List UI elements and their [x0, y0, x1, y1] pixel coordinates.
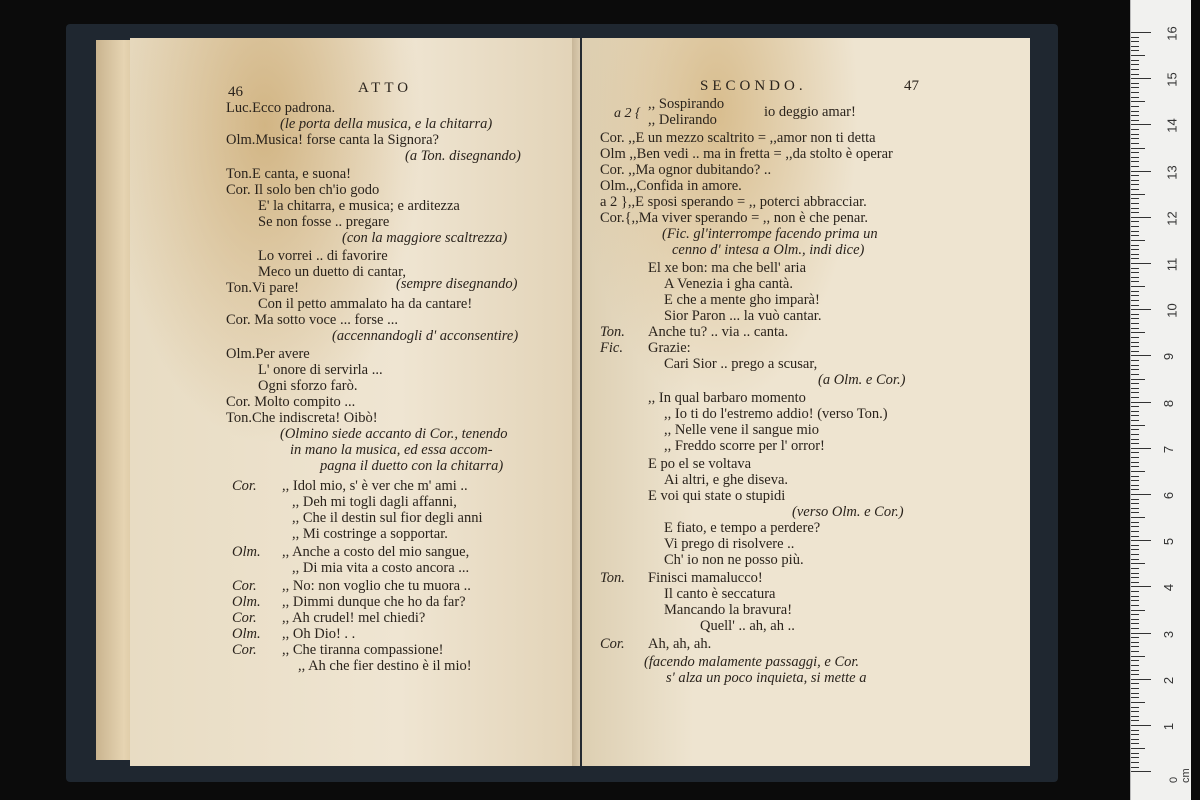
- ruler-tick: [1131, 37, 1139, 38]
- stage-direction: (a Olm. e Cor.): [818, 372, 906, 388]
- ruler-tick: [1131, 720, 1139, 721]
- running-head: SECONDO.: [700, 78, 807, 94]
- text-line: a 2 },,E sposi sperando = ,, poterci abbracciar.: [600, 194, 867, 210]
- ruler-tick: [1131, 328, 1139, 329]
- ruler-tick: [1131, 425, 1145, 426]
- ruler-tick: [1131, 499, 1139, 500]
- ruler-tick: [1131, 642, 1139, 643]
- stage-direction: cenno d' intesa a Olm., indi dice): [672, 242, 865, 258]
- verse-line: ,, Freddo scorre per l' orror!: [664, 438, 825, 454]
- ruler-tick: [1131, 221, 1139, 222]
- verse-line: ,, Che il destin sul fior degli anni: [292, 510, 483, 526]
- ruler-tick: [1131, 277, 1139, 278]
- ruler-tick: [1131, 536, 1139, 537]
- ruler-tick: [1131, 180, 1139, 181]
- verse-line: El xe bon: ma che bell' aria: [648, 260, 807, 276]
- ruler-number: 13: [1164, 164, 1180, 180]
- ruler-tick: [1131, 605, 1139, 606]
- ruler-tick: [1131, 734, 1139, 735]
- verse-line: ,, Che tiranna compassione!: [282, 642, 444, 658]
- verse-line: Mancando la bravura!: [664, 602, 793, 618]
- stage-direction: (Fic. gl'interrompe facendo prima un: [662, 226, 878, 242]
- ruler-tick: [1131, 342, 1139, 343]
- ruler-tick: [1131, 697, 1139, 698]
- ruler-tick: [1131, 402, 1151, 403]
- verse-line: ,, Io ti do l'estremo addio! (verso Ton.): [664, 406, 888, 422]
- ruler-tick: [1131, 434, 1139, 435]
- ruler-tick: [1131, 346, 1139, 347]
- verse-line: E che a mente gho imparà!: [664, 292, 820, 308]
- ruler-tick: [1131, 559, 1139, 560]
- text-line: Se non fosse .. pregare: [258, 214, 390, 230]
- ruler-tick: [1131, 707, 1139, 708]
- ruler-tick: [1131, 753, 1139, 754]
- verse-line: ,, Ah che fier destino è il mio!: [298, 658, 472, 674]
- ruler-tick: [1131, 462, 1139, 463]
- text-line: Ton.Vi pare!: [226, 280, 300, 296]
- ruler-number: 15: [1164, 72, 1180, 87]
- ruler-tick: [1131, 531, 1139, 532]
- ruler-tick: [1131, 240, 1145, 241]
- ruler-tick: [1131, 388, 1139, 389]
- ruler-tick: [1131, 739, 1139, 740]
- running-head: ATTO: [358, 80, 413, 96]
- ruler-tick: [1131, 512, 1139, 513]
- ruler-tick: [1131, 582, 1139, 583]
- ruler-tick: [1131, 148, 1145, 149]
- verse-line: ,, Idol mio, s' è ver che m' ami ..: [282, 478, 468, 494]
- verse-line: Vi prego di risolvere ..: [664, 536, 795, 552]
- ruler-tick: [1131, 69, 1139, 70]
- ruler-tick: [1131, 476, 1139, 477]
- ruler-number: 4: [1161, 584, 1177, 592]
- ruler-number: 1: [1161, 722, 1177, 731]
- ruler-tick: [1131, 129, 1139, 130]
- text-line: L' onore di servirla ...: [258, 362, 383, 378]
- ruler-tick: [1131, 64, 1139, 65]
- text-line: E' la chitarra, e musica; e arditezza: [258, 198, 460, 214]
- verse-line: ,, In qual barbaro momento: [648, 390, 806, 406]
- ruler-tick: [1131, 50, 1139, 51]
- stage-direction: (con la maggiore scaltrezza): [342, 230, 508, 246]
- ruler-tick: [1131, 314, 1139, 315]
- ruler-tick: [1131, 448, 1151, 449]
- stage-direction: (facendo malamente passaggi, e Cor.: [644, 654, 860, 670]
- ruler-tick: [1131, 485, 1139, 486]
- text-line: Ton.Che indiscreta! Oibò!: [226, 410, 378, 426]
- ruler-number: 3: [1161, 630, 1177, 638]
- stage-direction: (sempre disegnando): [396, 276, 518, 292]
- ruler-tick: [1131, 383, 1139, 384]
- ruler-tick: [1131, 725, 1151, 726]
- ruler-tick: [1131, 679, 1151, 680]
- page-number: 46: [228, 84, 243, 100]
- ruler-tick: [1131, 208, 1139, 209]
- ruler-tick: [1131, 660, 1139, 661]
- text-line: Olm ,,Ben vedi .. ma in fretta = ,,da stolto è operar: [600, 146, 893, 162]
- measurement-ruler: [1130, 0, 1191, 800]
- text-line: Olm.Per avere: [226, 346, 310, 362]
- verse-line: Ch' io non ne posso più.: [664, 552, 804, 568]
- ruler-tick: [1131, 138, 1139, 139]
- ruler-tick: [1131, 171, 1151, 172]
- ruler-tick: [1131, 184, 1139, 185]
- verse-line: ,, Delirando: [648, 112, 717, 128]
- ruler-tick: [1131, 457, 1139, 458]
- speaker-label: a 2 {: [614, 106, 641, 121]
- ruler-tick: [1131, 291, 1139, 292]
- text-line: Cor. Ma sotto voce ... forse ...: [226, 312, 398, 328]
- text-line: Cor. Il solo ben ch'io godo: [226, 182, 380, 198]
- ruler-tick: [1131, 610, 1145, 611]
- ruler-tick: [1131, 203, 1139, 204]
- verse-line: ,, Deh mi togli dagli affanni,: [292, 494, 457, 510]
- ruler-tick: [1131, 517, 1145, 518]
- ruler-tick: [1131, 74, 1139, 75]
- text-line: Meco un duetto di cantar,: [258, 264, 406, 280]
- ruler-tick: [1131, 309, 1151, 310]
- ruler-number: 12: [1164, 211, 1180, 226]
- ruler-tick: [1131, 748, 1145, 749]
- ruler-tick: [1131, 374, 1139, 375]
- text-line: Con il petto ammalato ha da cantare!: [258, 296, 473, 312]
- ruler-tick: [1131, 134, 1139, 135]
- ruler-tick: [1131, 337, 1139, 338]
- ruler-tick: [1131, 272, 1139, 273]
- ruler-tick: [1131, 41, 1139, 42]
- ruler-tick: [1131, 586, 1151, 587]
- verse-line: ,, No: non voglio che tu muora ..: [282, 578, 471, 594]
- verse-line: Finisci mamalucco!: [648, 570, 763, 586]
- ruler-tick: [1131, 78, 1151, 79]
- ruler-tick: [1131, 656, 1145, 657]
- verse-line: E fiato, e tempo a perdere?: [664, 520, 821, 536]
- ruler-tick: [1131, 674, 1139, 675]
- ruler-tick: [1131, 198, 1139, 199]
- ruler-tick: [1131, 46, 1139, 47]
- speaker-label: Olm.: [232, 544, 261, 560]
- ruler-tick: [1131, 305, 1139, 306]
- ruler-tick: [1131, 32, 1151, 33]
- verse-line: ,, Nelle vene il sangue mio: [664, 422, 820, 438]
- ruler-tick: [1131, 115, 1139, 116]
- ruler-tick: [1131, 549, 1139, 550]
- ruler-tick: [1131, 757, 1139, 758]
- ruler-tick: [1131, 249, 1139, 250]
- ruler-tick: [1131, 619, 1139, 620]
- ruler-tick: [1131, 614, 1139, 615]
- ruler-tick: [1131, 716, 1139, 717]
- ruler-tick: [1131, 157, 1139, 158]
- text-line: Olm.Musica! forse canta la Signora?: [226, 132, 439, 148]
- ruler-tick: [1131, 508, 1139, 509]
- ruler-tick: [1131, 503, 1139, 504]
- verse-line: ,, Sospirando: [648, 96, 725, 112]
- ruler-number: 16: [1164, 26, 1180, 41]
- ruler-tick: [1131, 152, 1139, 153]
- ruler-tick: [1131, 55, 1145, 56]
- ruler-tick: [1131, 577, 1139, 578]
- ruler-tick: [1131, 406, 1139, 407]
- ruler-tick: [1131, 226, 1139, 227]
- verse-line: Anche tu? .. via .. canta.: [648, 324, 789, 340]
- verse-line: Ah, ah, ah.: [648, 636, 712, 652]
- stage-direction: (Olmino siede accanto di Cor., tenendo: [280, 426, 508, 442]
- ruler-tick: [1131, 175, 1139, 176]
- speaker-label: Cor.: [232, 642, 257, 658]
- ruler-tick: [1131, 355, 1151, 356]
- ruler-tick: [1131, 545, 1139, 546]
- stage-direction: (verso Olm. e Cor.): [792, 504, 904, 520]
- text-line: Cor.{,,Ma viver sperando = ,, non è che penar.: [600, 210, 869, 226]
- ruler-tick: [1131, 443, 1139, 444]
- ruler-tick: [1131, 651, 1139, 652]
- verse-line: io deggio amar!: [764, 104, 856, 120]
- ruler-tick: [1131, 286, 1145, 287]
- ruler-tick: [1131, 254, 1139, 255]
- text-line: Ton.E canta, e suona!: [226, 166, 352, 182]
- verse-line: A Venezia i gha cantà.: [664, 276, 793, 292]
- ruler-tick: [1131, 573, 1139, 574]
- ruler-tick: [1131, 693, 1139, 694]
- ruler-tick: [1131, 120, 1139, 121]
- ruler-tick: [1131, 92, 1139, 93]
- ruler-tick: [1131, 365, 1139, 366]
- ruler-tick: [1131, 489, 1139, 490]
- ruler-tick: [1131, 563, 1145, 564]
- ruler-tick: [1131, 494, 1151, 495]
- ruler-tick: [1131, 217, 1151, 218]
- text-line: Olm.,,Confida in amore.: [600, 178, 742, 194]
- ruler-tick: [1131, 702, 1145, 703]
- stage-direction: pagna il duetto con la chitarra): [320, 458, 504, 474]
- text-line: Cor. ,,Ma ognor dubitando? ..: [600, 162, 772, 178]
- verse-line: Grazie:: [648, 340, 691, 356]
- ruler-number: 8: [1161, 399, 1177, 407]
- ruler-tick: [1131, 97, 1139, 98]
- ruler-tick: [1131, 683, 1139, 684]
- text-line: Lo vorrei .. di favorire: [258, 248, 388, 264]
- stage-direction: (a Ton. disegnando): [405, 148, 521, 164]
- text-line: Cor. Molto compito ...: [226, 394, 356, 410]
- ruler-tick: [1131, 743, 1139, 744]
- speaker-label: Ton.: [600, 324, 625, 340]
- ruler-tick: [1131, 711, 1139, 712]
- ruler-tick: [1131, 143, 1139, 144]
- ruler-tick: [1131, 420, 1139, 421]
- speaker-label: Olm.: [232, 626, 261, 642]
- ruler-tick: [1131, 124, 1151, 125]
- verse-line: Sior Paron ... la vuò cantar.: [664, 308, 822, 324]
- ruler-tick: [1131, 300, 1139, 301]
- ruler-tick: [1131, 258, 1139, 259]
- stage-direction: (le porta della musica, e la chitarra): [280, 116, 493, 132]
- ruler-tick: [1131, 60, 1139, 61]
- ruler-unit-label: 0 cm: [1168, 768, 1192, 783]
- stage-direction: in mano la musica, ed essa accom-: [290, 442, 493, 458]
- ruler-tick: [1131, 767, 1139, 768]
- stage-direction: (accennandogli d' acconsentire): [332, 328, 519, 344]
- left-page: [130, 38, 580, 766]
- ruler-number: 7: [1161, 445, 1177, 453]
- ruler-tick: [1131, 670, 1139, 671]
- ruler-tick: [1131, 471, 1145, 472]
- verse-line: ,, Anche a costo del mio sangue,: [282, 544, 470, 560]
- verse-line: ,, Oh Dio! . .: [282, 626, 356, 642]
- ruler-tick: [1131, 628, 1139, 629]
- ruler-tick: [1131, 161, 1139, 162]
- verse-line: ,, Di mia vita a costo ancora ...: [292, 560, 470, 576]
- ruler-number: 2: [1161, 676, 1177, 684]
- speaker-label: Ton.: [600, 570, 625, 586]
- ruler-tick: [1131, 429, 1139, 430]
- verse-line: ,, Mi costringe a sopportar.: [292, 526, 448, 542]
- ruler-tick: [1131, 466, 1139, 467]
- ruler-tick: [1131, 379, 1145, 380]
- text-line: Ogni sforzo farò.: [258, 378, 358, 394]
- ruler-tick: [1131, 452, 1139, 453]
- ruler-tick: [1131, 665, 1139, 666]
- ruler-tick: [1131, 600, 1139, 601]
- ruler-tick: [1131, 83, 1139, 84]
- ruler-tick: [1131, 369, 1139, 370]
- verse-line: Il canto è seccatura: [664, 586, 776, 602]
- ruler-tick: [1131, 540, 1151, 541]
- ruler-tick: [1131, 688, 1139, 689]
- ruler-number: 9: [1161, 353, 1177, 361]
- ruler-tick: [1131, 522, 1139, 523]
- verse-line: ,, Dimmi dunque che ho da far?: [282, 594, 466, 610]
- verse-line: ,, Ah crudel! mel chiedi?: [282, 610, 426, 626]
- ruler-tick: [1131, 281, 1139, 282]
- ruler-tick: [1131, 87, 1139, 88]
- ruler-tick: [1131, 166, 1139, 167]
- speaker-label: Cor.: [600, 636, 625, 652]
- ruler-tick: [1131, 554, 1139, 555]
- ruler-tick: [1131, 730, 1139, 731]
- ruler-tick: [1131, 397, 1139, 398]
- ruler-tick: [1131, 771, 1151, 772]
- ruler-tick: [1131, 318, 1139, 319]
- ruler-tick: [1131, 111, 1139, 112]
- ruler-tick: [1131, 415, 1139, 416]
- ruler-tick: [1131, 101, 1145, 102]
- ruler-tick: [1131, 106, 1139, 107]
- verse-line: E voi qui state o stupidi: [648, 488, 786, 504]
- ruler-tick: [1131, 231, 1139, 232]
- verse-line: Quell' .. ah, ah ..: [700, 618, 795, 634]
- ruler-tick: [1131, 189, 1139, 190]
- ruler-tick: [1131, 637, 1139, 638]
- stage-direction: s' alza un poco inquieta, si mette a: [666, 670, 867, 686]
- ruler-number: 14: [1164, 118, 1180, 134]
- ruler-tick: [1131, 591, 1139, 592]
- speaker-label: Cor.: [232, 578, 257, 594]
- text-line: Cor. ,,E un mezzo scaltrito = ,,amor non ti detta: [600, 130, 876, 146]
- ruler-tick: [1131, 762, 1139, 763]
- ruler-tick: [1131, 351, 1139, 352]
- ruler-tick: [1131, 480, 1139, 481]
- ruler-tick: [1131, 411, 1139, 412]
- ruler-tick: [1131, 596, 1139, 597]
- text-line: Luc.Ecco padrona.: [226, 100, 336, 116]
- speaker-label: Fic.: [600, 340, 623, 356]
- ruler-tick: [1131, 332, 1145, 333]
- ruler-number: 5: [1161, 538, 1177, 546]
- ruler-tick: [1131, 360, 1139, 361]
- ruler-tick: [1131, 263, 1151, 264]
- ruler-tick: [1131, 245, 1139, 246]
- ruler-tick: [1131, 568, 1139, 569]
- ruler-tick: [1131, 323, 1139, 324]
- ruler-number: 10: [1164, 303, 1180, 318]
- ruler-tick: [1131, 646, 1139, 647]
- ruler-number: 6: [1161, 491, 1177, 500]
- ruler-tick: [1131, 212, 1139, 213]
- ruler-tick: [1131, 526, 1139, 527]
- right-page: [582, 38, 1030, 766]
- verse-line: Cari Sior .. prego a scusar,: [664, 356, 818, 372]
- speaker-label: Olm.: [232, 594, 261, 610]
- ruler-tick: [1131, 268, 1139, 269]
- ruler-tick: [1131, 392, 1139, 393]
- speaker-label: Cor.: [232, 610, 257, 626]
- page-number: 47: [904, 78, 919, 94]
- speaker-label: Cor.: [232, 478, 257, 494]
- ruler-tick: [1131, 439, 1139, 440]
- verse-line: E po el se voltava: [648, 456, 752, 472]
- ruler-tick: [1131, 295, 1139, 296]
- ruler-number: 11: [1164, 257, 1180, 272]
- ruler-tick: [1131, 194, 1145, 195]
- verse-line: Ai altri, e ghe diseva.: [664, 472, 789, 488]
- ruler-tick: [1131, 235, 1139, 236]
- ruler-tick: [1131, 633, 1151, 634]
- ruler-tick: [1131, 623, 1139, 624]
